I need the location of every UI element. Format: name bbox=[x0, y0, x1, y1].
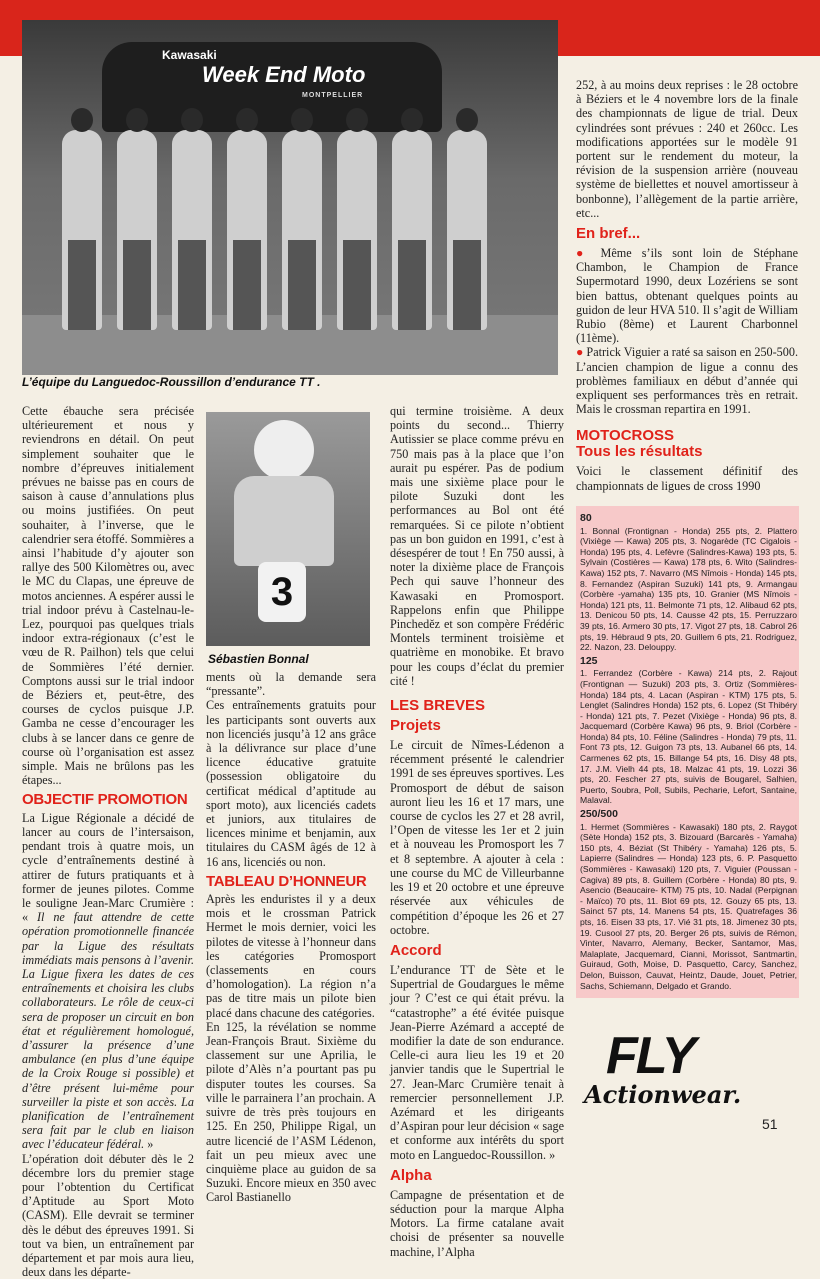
truck-title: Week End Moto bbox=[202, 62, 366, 87]
cont-text: ments où la demande sera “pressante”. bbox=[206, 670, 376, 699]
promo-text: La Ligue Régionale a décidé de lancer au cours de l’intersaison, pendant trois à quatre mois, un cycle d’entraînements destiné à attirer de futurs pratiquants et à former de jeunes pilotes. Comme le souligne Jean-Marc Crumière : « Il ne faut attendre de cette opération promotionnelle financée par la Ligue des résultats immédiats mais pensons à l’avenir. La Ligue fixera les dates de ces entraînements et choisira les clubs collaborateurs. Le rôle de ceux-ci sera de proposer un circuit en bon état et régulièrement homologué, d’assurer la présence d’une ambulance (en plus d’une équipe de la Croix Rouge si possible) et d’être présent lui-même pour surveiller la piste et son accès. La planification de l’entraînement sera fait par le club en liaison avec l’éducateur fédéral. » bbox=[22, 810, 194, 1152]
team-member bbox=[447, 130, 487, 330]
class-80-results: 1. Bonnal (Frontignan - Honda) 255 pts, 2. Plattero (Vixiège — Kawa) 205 pts, 3. Nogarède (TC Cigalois - Honda) 195 pts, 4. Lefèvre (Salindres-Kawa) 193 pts, 5. Sylvain (Costières — Kawa) 178 pts, 6. Wito (Salindres- Kawa) 152 pts, 7. Navarro (MS Nîmois - Honda) 145 pts, 8. Fernandez (Aspiran Suzuki) 141 pts, 9. Armangau (Corbère -yamaha) 135 pts, 10. Granier (MS Nîmois - Honda) 121 pts, 11. Belmonte 71 pts, 12. Alibaud 62 pts, 13. Denicou 50 pts, 14. Causse 42 pts, 15. Perruzzaro 39 pts, 16. Armero 30 pts, 17. Vigot 27 pts, 18. Cabrol 26 pts, 19. Hébraud 9 pts, 20. Guillem 6 pts, 21. Rodriguez, 22. Nazon, 23. Delouppy. bbox=[580, 525, 797, 653]
heading-objectif-promotion: OBJECTIF PROMOTION bbox=[22, 791, 188, 809]
bonnal-photo bbox=[206, 412, 370, 646]
page-number: 51 bbox=[762, 1116, 778, 1132]
heading-accord: Accord bbox=[390, 941, 442, 959]
team-member bbox=[117, 130, 157, 330]
team-photo-caption: L’équipe du Languedoc-Roussillon d’endurance TT . bbox=[22, 375, 321, 389]
operation-text: L’opération doit débuter dès le 2 décembre lors du premier stage pour l’obtention du Certificat d’Aptitude au Sport Moto (CASM). Elle devrait se terminer dès le début des épreuves 1991. Si tout va bien, un entraînement par département et par mois aura lieu, deux dans les départe- bbox=[22, 1151, 194, 1279]
team-member bbox=[172, 130, 212, 330]
intro-text: Cette ébauche sera précisée ultérieurement et nous y reviendrons en détail. On peut simplement souhaiter que le nombre d’épreuves initialement prévues ne baisse pas en cours de saison à cause d’annulations plus ou moins justifiées. On peut souhaiter, à l’inverse, que le calendrier sera étoffé. Sommières a ainsi l’habitude d’y ajouter son rallye des 500 Kilomètres ou, avec le MC du Clapas, une épreuve de motos anciennes. A espérer aussi le trial indoor prévu à Castelnau-le-Lez, pourquoi pas quelques trials indoor extra-régionaux (c’est le vœu de R. Pailhon) tels que celui de Sommières l’été dernier. Comptons aussi sur le trial indoor de Béziers et, peut-être, des courses de cyclos puisque J.P. Gamba ne cesse d’encourager les clubs à se lancer dans ce genre de course où l’organisation est assez simple. Mais ne brûlons pas les étapes... bbox=[22, 404, 195, 788]
class-125-results: 1. Ferrandez (Corbère - Kawa) 214 pts, 2. Rajout (Frontignan — Suzuki) 203 pts, 3. Ortiz (Sommières- Honda) 184 pts, 4. Lacan (Aspiran - KTM) 175 pts, 5. Lenglet (Salindres Honda) 152 pts, 6. Lopez (St Thibéry - Honda) 121 pts, 7. Pezet (Vixiège - Honda) 96 pts, 8. Jacquemard (Corbère Kawa) 96 pts, 9. Briol (Corbère - Honda) 84 pts, 10. Féline (Salindres - Honda) 79 pts, 11. Font 73 pts, 12. Guigon 73 pts, 13. Aubanel 66 pts, 14. Carmenes 62 pts, 15. Billange 54 pts, 16. Disy 48 pts, 17. J.M. Vielh 44 pts, 18. Malzac 41 pts, 19. Lozzi 36 pts, 20. Fescher 27 pts, suivis de Bougarel, Salhien, Puerto, Soubra, Poll, Subils, Pecharie, Lefort, Santaine, Malaval. bbox=[580, 668, 797, 806]
bref-item-1: ● Même s’ils sont loin de Stéphane Chambon, le Champion de France Supermotard 1990, deux Lozériens se sont bien battus, obtenant quelques points au guidon de leur HVA 510. Il s’agit de William Rubio (8ème) et Laurent Charbonnel (11ème). bbox=[576, 246, 798, 346]
heading-en-bref: En bref... bbox=[576, 225, 641, 243]
fly-tagline: Actionwear. bbox=[584, 1080, 742, 1109]
column-4 bbox=[576, 78, 798, 493]
helmet bbox=[254, 420, 314, 480]
results-intro: Voici le classement définitif des championnats de ligues de cross 1990 bbox=[576, 464, 798, 493]
class-250-title: 250/500 bbox=[580, 808, 618, 821]
team-photo bbox=[22, 20, 558, 375]
team-member bbox=[62, 130, 102, 330]
alpha-text: Campagne de présentation et de séduction pour la marque Alpha Motors. La firme catalane avait choisi de présenter sa nouvelle machine, l’Alpha bbox=[390, 1187, 564, 1259]
heading-tableau-honneur: TABLEAU D’HONNEUR bbox=[206, 872, 367, 890]
heading-tous-resultats: Tous les résultats bbox=[576, 443, 703, 461]
cont-text: qui termine troisième. A deux points du second... Thierry Autissier se place comme prévu en 750 mais pas à la place que l’on aurait pu espérer. Pas de podium mais une sixième place pour le pilote Suzuki dont les performances au Bol ont été remarquées. Si ce pilote n’obtient pas un bon guidon en 1991, c’est à désespérer de tout ! En 750 aussi, à noter la dixième place de François Pech qui sauve l’honneur des Kawasaki en Promosport. Rappelons enfin que Philippe Pincheděz et son compère Frédéric Montels terminent troisième et quatrième en monobike. Et bravo pour les coups d’éclat du premier cité ! bbox=[390, 404, 564, 688]
team-member bbox=[392, 130, 432, 330]
bullet-icon: ● bbox=[576, 345, 584, 360]
truck-brand: Kawasaki bbox=[162, 48, 217, 62]
class-80-title: 80 bbox=[580, 512, 592, 524]
bonnal-caption: Sébastien Bonnal bbox=[208, 652, 309, 666]
bref-item-2: ● Patrick Viguier a raté sa saison en 250-500. L’ancien champion de ligue a connu des problèmes familiaux en début d’année qui expliquent ses performances très en retrait. Mais le crossman repartira en 1991. bbox=[576, 345, 799, 417]
column-3 bbox=[390, 404, 564, 1259]
accord-text: L’endurance TT de Sète et le Supertrial de Goudargues le même jour ? C’est ce qui était prévu. la “catastrophe” a été évitée puisque Jean-Pierre Azémard a accepté de modifier la date de son endurance. Celle-ci aura lieu les 19 et 20 janvier tandis que le Supertrial le 27. Jean-Marc Crumière tenait à remercier personnellement J.P. Azémard et les dirigeants d’Aspiran pour leur décision « sage et conforme aux intérêts du sport moto en Languedoc-Roussillon. » bbox=[390, 962, 564, 1162]
race-plate: 3 bbox=[258, 562, 306, 622]
alpha-cont-text: 252, à au moins deux reprises : le 28 octobre à Béziers et le 4 novembre lors de la finale des championnats de ligue de trial. Deux cylindrées sont prévues : 240 et 260cc. Les modifications apportées sur le modèle 91 portent sur le rendement du moteur, la révision de la suspension arrière (nouveau système de biellettes et nouvel amortisseur à bonbonne), l’allègement de la partie arrière, etc... bbox=[576, 78, 798, 220]
free-text: Ces entraînements gratuits pour les participants sont ouverts aux non licenciés jusqu’à 12 ans grâce à la délivrance sur place d’une licence éducative gratuite (possession obligatoire du certificat médical d’aptitude au sport moto), aux licenciés cadets et juniors, aux titulaires de licences minime et benjamin, aux titulaires du CASM âgés de 12 à 16 ans, licenciés ou non. bbox=[206, 698, 376, 869]
heading-alpha: Alpha bbox=[390, 1166, 432, 1184]
results-box bbox=[576, 506, 799, 998]
honneur-text: Après les enduristes il y a deux mois et le crossman Patrick Hermet le mois dernier, voici les pilotes de vitesse à l’honneur dans les catégories Promosport (classements en cours d’homologation). La région n’a pas de titre mais un pilote bien placé dans chacune des catégories. bbox=[206, 892, 376, 1020]
heading-projets: Projets bbox=[390, 717, 441, 735]
rider bbox=[234, 476, 334, 566]
bullet-icon: ● bbox=[576, 246, 591, 261]
class-125-title: 125 bbox=[580, 654, 598, 667]
team-member bbox=[227, 130, 267, 330]
fly-advert bbox=[576, 1027, 806, 1110]
column-1 bbox=[22, 404, 194, 1279]
column-2 bbox=[206, 670, 376, 1205]
heading-motocross: MOTOCROSS bbox=[576, 427, 675, 445]
class-250-results: 1. Hermet (Sommières - Kawasaki) 180 pts, 2. Raygot (Sète Honda) 152 pts, 3. Bizouard (Barcarès - Yamaha) 150 pts, 4. Béziat (St Thibéry - Yamaha) 126 pts, 5. Lapierre (Salindres — Honda) 123 pts, 6. P. Pasquetto (Sommières - Kawasaki) 120 pts, 7. Viguier (Poussan - Cagiva) 89 pts, 8. Guillem (Corbère - Honda) 80 pts, 9. Asencio (Beaucaire- KTM) 75 pts, 10. Nadal (Perpignan - Maïco) 70 pts, 11. Blot 69 pts, 12. Gouzy 65 pts, 13. Sainct 57 pts, 14. Manens 54 pts, 15. Quatrefages 36 pts, 16. Eisen 33 pts, 17. Vié 31 pts, 18. Jimenez 30 pts, 19. Cusool 27 pts, 20. Berger 26 pts, suivis de Rémon, Vinter, Navarro, Alemany, Becker, Santamor, Mas, Malaplate, Jacquemard, Cianni, Morissot, Santmartin, Guiraud, Goth, Moise, D. Pasquetto, Carcy, Sanchez, Delon, Buisson, Cauvat, Heintz, Daude, Jouet, Petrier, Sachs, Schiemann, Delgado et Grando. bbox=[580, 821, 797, 991]
team-member bbox=[337, 130, 377, 330]
team-member bbox=[282, 130, 322, 330]
fly-logo: FLY bbox=[606, 1027, 695, 1085]
honneur-text-2: En 125, la révélation se nomme Jean-François Braut. Sixième du classement sur une Aprilia, le pilote d’Alès n’a pourtant pas pu disputer toutes les courses. Sa ville le parrainera l’an prochain. A suivre de très près toujours en 125. En 250, Philippe Rigal, un autre licencié de l’ASM Lédenon, fait un peu mieux avec une cinquième place au guidon de sa Suzuki. Encore mieux en 350 avec Carol Bastianello bbox=[206, 1019, 376, 1205]
heading-les-breves: LES BREVES bbox=[390, 697, 486, 715]
truck-city: MONTPELLIER bbox=[302, 92, 364, 99]
projets-text: Le circuit de Nîmes-Lédenon a récemment présenté le calendrier 1991 de ses épreuves sportives. Les Promosport de début de saison auront lieu les 16 et 17 mars, une course de cyclos les 27 et 28 avril, l’Open de vitesse les 1er et 2 juin et à nouveau les Promosport les 7 et 8 septembre. A ajouter à cela : une course du MC de Villeurbanne les 19 et 20 octobre et une épreuve réservée aux véhicules de compétition d’époque les 26 et 27 octobre. bbox=[390, 738, 564, 937]
